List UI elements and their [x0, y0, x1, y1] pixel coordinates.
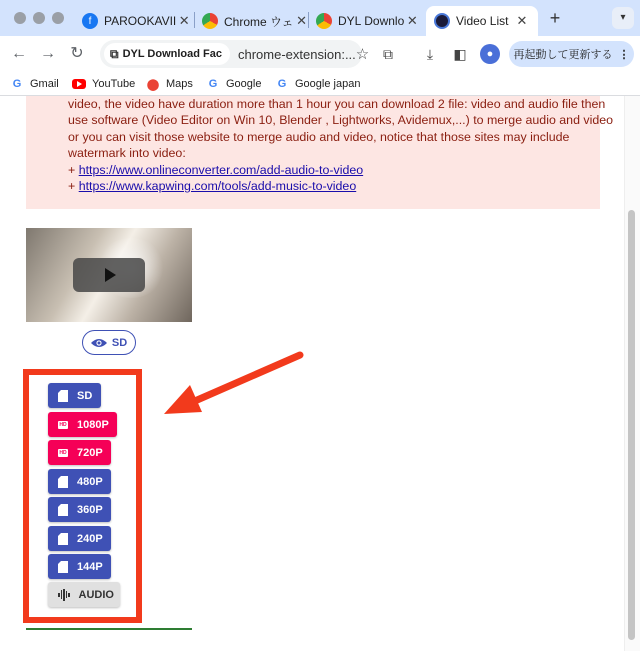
bookmark-label: Google — [226, 78, 262, 90]
preview-sd-label: SD — [111, 336, 128, 349]
divider-line — [26, 628, 192, 630]
reload-button[interactable]: ↻ — [70, 45, 84, 62]
quality-label: 720P — [77, 446, 103, 459]
notice-box — [26, 96, 614, 209]
tab-title: Video List — [456, 14, 509, 28]
bookmark-gmail[interactable] — [10, 76, 59, 92]
maps-icon: ⬤ — [146, 78, 160, 91]
tab-title: DYL Downlo — [338, 14, 405, 28]
file-icon — [58, 533, 68, 545]
hd-icon: HD — [59, 421, 67, 428]
onlineconverter-link[interactable]: https://www.onlineconverter.com/add-audio-to-video — [78, 162, 364, 177]
notice-line: use software (Video Editor on Win 10, Blender , Lightworks, Avidemux,...) to merge audio and video — [68, 113, 614, 128]
notice-line: or you can visit those website to merge audio and video, notice that those sites may include — [68, 129, 570, 144]
google-icon: G — [277, 78, 287, 90]
file-icon — [58, 390, 68, 402]
more-menu-icon: ⋮ — [618, 48, 630, 61]
link-prefix: + — [68, 179, 79, 194]
video-thumbnail[interactable] — [26, 228, 192, 322]
bookmark-label: Google japan — [295, 78, 361, 90]
file-icon — [58, 561, 68, 573]
forward-button[interactable]: → — [40, 45, 56, 62]
extension-chip-label: DYL Download Fac — [122, 48, 222, 60]
dyl-extension-icon — [434, 13, 450, 29]
download-sd-button[interactable] — [48, 383, 101, 408]
bookmark-label: YouTube — [92, 78, 136, 90]
hd-icon: HD — [59, 449, 67, 456]
close-icon[interactable]: ✕ — [296, 13, 307, 28]
extensions-puzzle-icon[interactable]: ⧉ — [383, 46, 393, 62]
quality-label: 360P — [77, 503, 103, 516]
quality-label: 240P — [77, 532, 103, 545]
tab-title: PAROOKAVII — [104, 14, 177, 28]
profile-avatar[interactable]: ● — [480, 44, 500, 64]
scrollbar-thumb[interactable] — [628, 210, 635, 640]
bookmark-google-japan[interactable] — [275, 76, 360, 92]
zoom-window-button[interactable] — [52, 12, 64, 24]
quality-label: AUDIO — [78, 588, 114, 601]
close-icon[interactable]: ✕ — [516, 13, 528, 28]
download-240p-button[interactable] — [48, 526, 111, 551]
quality-label: 144P — [77, 560, 103, 573]
bookmark-google[interactable] — [206, 76, 261, 92]
arrow-annotation-icon — [160, 350, 305, 418]
tab-title: Chrome ウェ — [224, 14, 294, 29]
page-content — [0, 96, 624, 651]
file-icon — [58, 476, 68, 488]
preview-sd-button[interactable] — [82, 330, 136, 355]
tab-dyl-download[interactable] — [308, 6, 426, 36]
close-window-button[interactable] — [14, 12, 26, 24]
url-text[interactable]: chrome-extension:... — [238, 46, 356, 62]
tab-parookavii[interactable] — [74, 6, 194, 36]
quality-label: SD — [77, 389, 93, 402]
quality-label: 480P — [77, 475, 103, 488]
back-button[interactable]: ← — [11, 45, 27, 62]
minimize-window-button[interactable] — [33, 12, 45, 24]
new-tab-button[interactable]: + — [549, 8, 561, 28]
youtube-icon — [72, 77, 86, 91]
notice-line: watermark into video: — [68, 146, 186, 161]
download-360p-button[interactable] — [48, 497, 111, 522]
notice-line: video, the video have duration more than 1 hour you can download 2 file: video and audio file then — [68, 97, 606, 111]
download-audio-button[interactable] — [48, 582, 120, 607]
close-icon[interactable]: ✕ — [406, 13, 418, 28]
tab-search-menu-button[interactable]: ▾ — [612, 7, 634, 29]
extension-puzzle-icon: ⧉ — [110, 46, 119, 61]
bookmark-label: Maps — [166, 78, 193, 90]
google-icon: G — [208, 78, 218, 90]
facebook-icon: f — [82, 13, 98, 29]
tab-video-list[interactable] — [426, 6, 538, 36]
side-panel-icon[interactable]: ◧ — [453, 46, 467, 62]
address-bar[interactable] — [100, 40, 370, 68]
notice-link-row — [68, 162, 586, 178]
bookmark-youtube[interactable] — [72, 76, 135, 92]
link-prefix: + — [68, 162, 79, 177]
bookmark-star-icon[interactable]: ☆ — [355, 46, 370, 63]
download-icon[interactable]: ⤓ — [426, 46, 434, 62]
download-720p-button[interactable] — [48, 440, 111, 465]
file-icon — [58, 504, 68, 516]
tab-chrome-webstore[interactable] — [194, 6, 308, 36]
bookmarks-bar — [0, 72, 640, 96]
quality-label: 1080P — [77, 418, 109, 431]
tab-strip — [0, 0, 640, 36]
browser-toolbar — [0, 36, 640, 72]
chrome-webstore-icon — [316, 13, 332, 29]
download-1080p-button[interactable] — [48, 412, 117, 437]
play-icon[interactable] — [73, 258, 145, 292]
update-button-label: 再起動して更新する — [513, 49, 613, 61]
chrome-webstore-icon — [202, 13, 218, 29]
download-480p-button[interactable] — [48, 469, 111, 494]
close-icon[interactable]: ✕ — [178, 13, 190, 28]
notice-link-row — [68, 178, 586, 194]
restart-to-update-button[interactable] — [509, 41, 634, 67]
bookmark-maps[interactable] — [146, 76, 193, 92]
download-144p-button[interactable] — [48, 554, 111, 579]
bookmark-label: Gmail — [30, 78, 59, 90]
eye-icon — [91, 338, 107, 348]
google-icon: G — [12, 78, 22, 90]
audio-wave-icon — [58, 589, 70, 601]
extension-origin-chip[interactable] — [104, 43, 230, 65]
kapwing-link[interactable]: https://www.kapwing.com/tools/add-music-to-video — [78, 179, 357, 194]
